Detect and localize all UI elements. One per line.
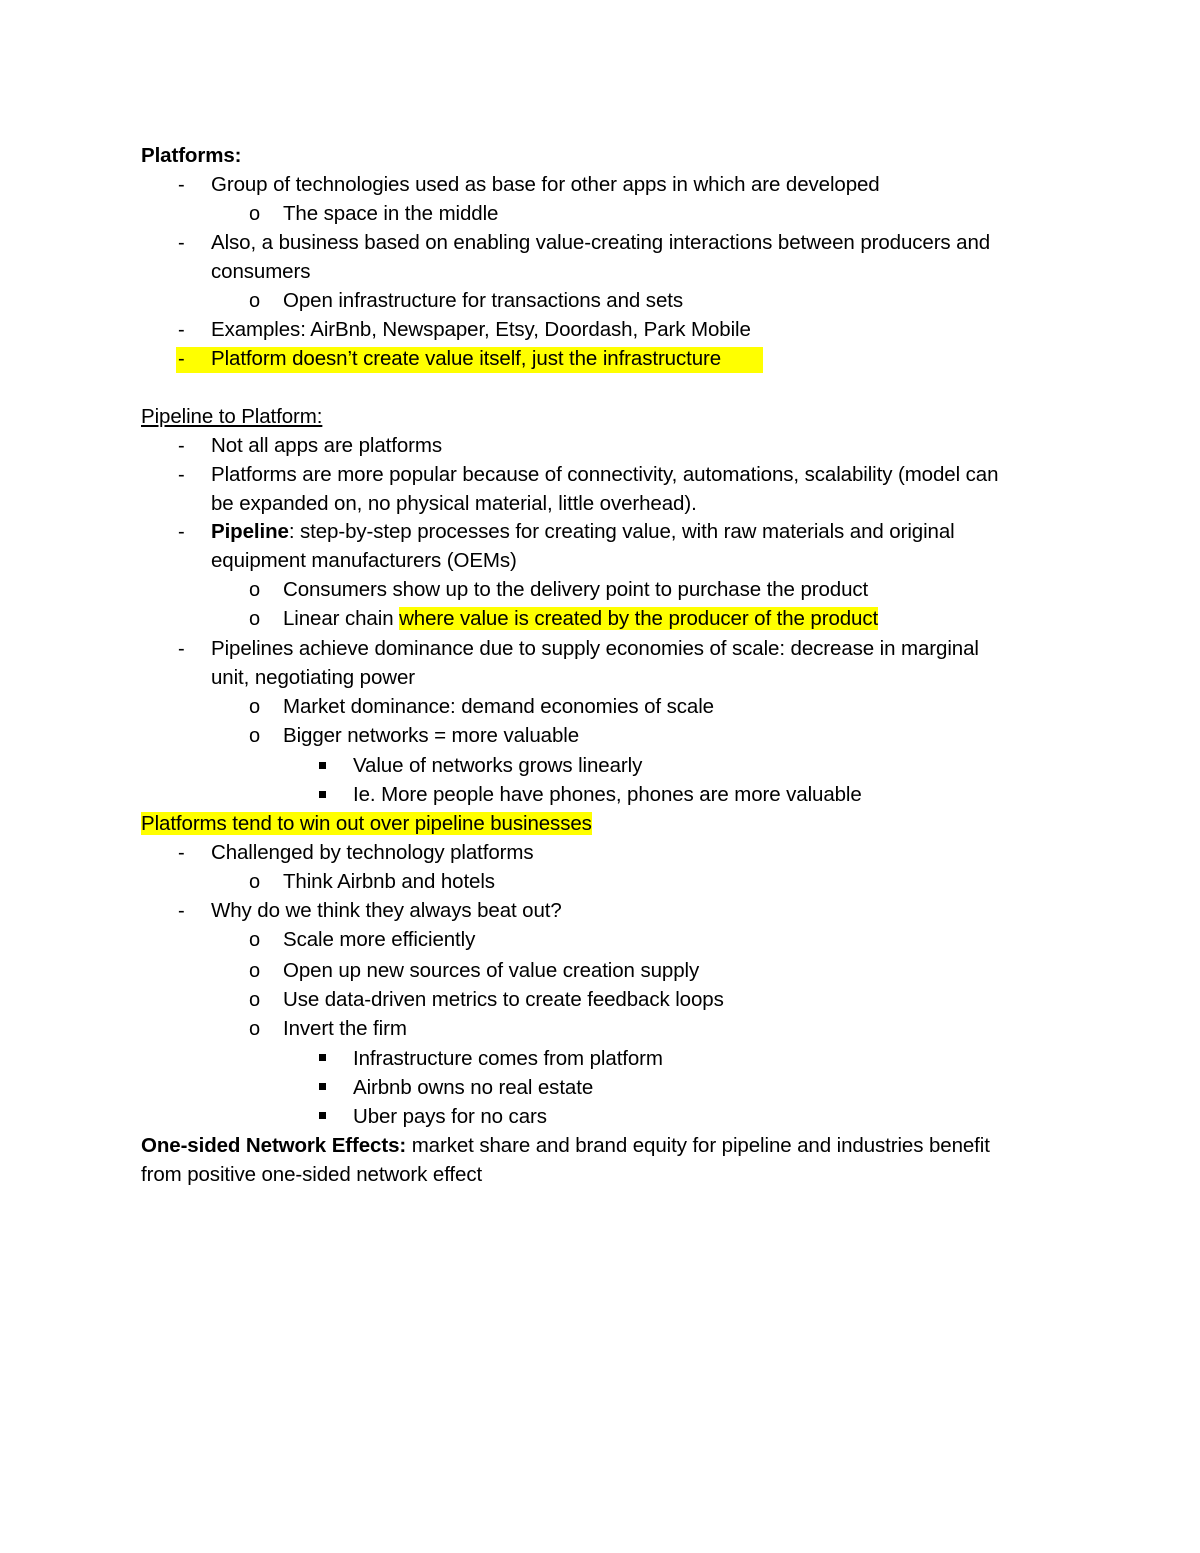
dash-bullet: - xyxy=(178,174,185,196)
dash-bullet: - xyxy=(178,900,185,922)
circle-bullet: o xyxy=(249,203,261,225)
list-item: The space in the middle xyxy=(283,202,499,225)
list-item-continuation: unit, negotiating power xyxy=(211,666,415,689)
list-item: Not all apps are platforms xyxy=(211,434,442,457)
highlighted-text: where value is created by the producer of the product xyxy=(399,607,879,630)
dash-bullet: - xyxy=(178,638,185,660)
circle-bullet: o xyxy=(249,725,261,747)
term-one-sided-network-effects: One-sided Network Effects xyxy=(141,1134,400,1157)
circle-bullet: o xyxy=(249,579,261,601)
list-item: Ie. More people have phones, phones are more valuable xyxy=(353,783,862,806)
section-heading-platforms: Platforms: xyxy=(141,144,242,167)
term-colon: : xyxy=(399,1134,407,1157)
circle-bullet: o xyxy=(249,960,261,982)
list-item xyxy=(283,605,878,633)
section-heading-platforms-win xyxy=(141,810,592,838)
list-item: Also, a business based on enabling value-creating interactions between producers and xyxy=(211,231,991,254)
list-item: Market dominance: demand economies of scale xyxy=(283,695,714,718)
dash-bullet: - xyxy=(178,464,185,486)
list-item: Airbnb owns no real estate xyxy=(353,1076,594,1099)
list-item: Open infrastructure for transactions and sets xyxy=(283,289,684,312)
circle-bullet: o xyxy=(249,871,261,893)
definition-text: : step-by-step processes for creating value, with raw materials and original xyxy=(288,520,955,543)
square-bullet-icon xyxy=(319,1083,326,1090)
dash-bullet: - xyxy=(178,521,185,543)
list-item-continuation: be expanded on, no physical material, little overhead). xyxy=(211,492,697,515)
list-item: Why do we think they always beat out? xyxy=(211,899,562,922)
square-bullet-icon xyxy=(319,1112,326,1119)
circle-bullet: o xyxy=(249,696,261,718)
list-item: Uber pays for no cars xyxy=(353,1105,547,1128)
circle-bullet: o xyxy=(249,608,261,630)
circle-bullet: o xyxy=(249,1018,261,1040)
definition-continuation: from positive one-sided network effect xyxy=(141,1163,483,1186)
list-item: Open up new sources of value creation supply xyxy=(283,959,700,982)
definition-text: market share and brand equity for pipeline and industries benefit xyxy=(406,1134,990,1157)
square-bullet-icon xyxy=(319,791,326,798)
circle-bullet: o xyxy=(249,929,261,951)
section-heading-pipeline-to-platform: Pipeline to Platform: xyxy=(141,405,323,428)
highlighted-heading: Platforms tend to win out over pipeline businesses xyxy=(141,812,592,835)
highlighted-list-item: Platform doesn’t create value itself, just the infrastructure xyxy=(211,347,722,370)
list-item: Scale more efficiently xyxy=(283,928,476,951)
dash-bullet: - xyxy=(178,348,185,370)
definition-paragraph xyxy=(141,1132,990,1160)
dash-bullet: - xyxy=(178,842,185,864)
circle-bullet: o xyxy=(249,989,261,1011)
dash-bullet: - xyxy=(178,232,185,254)
list-item: Bigger networks = more valuable xyxy=(283,724,580,747)
list-item: Challenged by technology platforms xyxy=(211,841,534,864)
list-item: Pipelines achieve dominance due to supply economies of scale: decrease in marginal xyxy=(211,637,979,660)
square-bullet-icon xyxy=(319,762,326,769)
list-item: Invert the firm xyxy=(283,1017,407,1040)
list-item-continuation: equipment manufacturers (OEMs) xyxy=(211,549,517,572)
plain-text: Linear chain xyxy=(283,607,400,630)
circle-bullet: o xyxy=(249,290,261,312)
dash-bullet: - xyxy=(178,319,185,341)
list-item: Think Airbnb and hotels xyxy=(283,870,495,893)
list-item: Group of technologies used as base for other apps in which are developed xyxy=(211,173,880,196)
list-item: Use data-driven metrics to create feedback loops xyxy=(283,988,724,1011)
list-item: Consumers show up to the delivery point to purchase the product xyxy=(283,578,869,601)
list-item: Infrastructure comes from platform xyxy=(353,1047,663,1070)
list-item-continuation: consumers xyxy=(211,260,311,283)
term-pipeline: Pipeline xyxy=(211,520,289,543)
list-item: Value of networks grows linearly xyxy=(353,754,643,777)
list-item: Examples: AirBnb, Newspaper, Etsy, Doordash, Park Mobile xyxy=(211,318,751,341)
square-bullet-icon xyxy=(319,1054,326,1061)
list-item xyxy=(211,518,955,546)
list-item: Platforms are more popular because of connectivity, automations, scalability (model can xyxy=(211,463,999,486)
dash-bullet: - xyxy=(178,435,185,457)
